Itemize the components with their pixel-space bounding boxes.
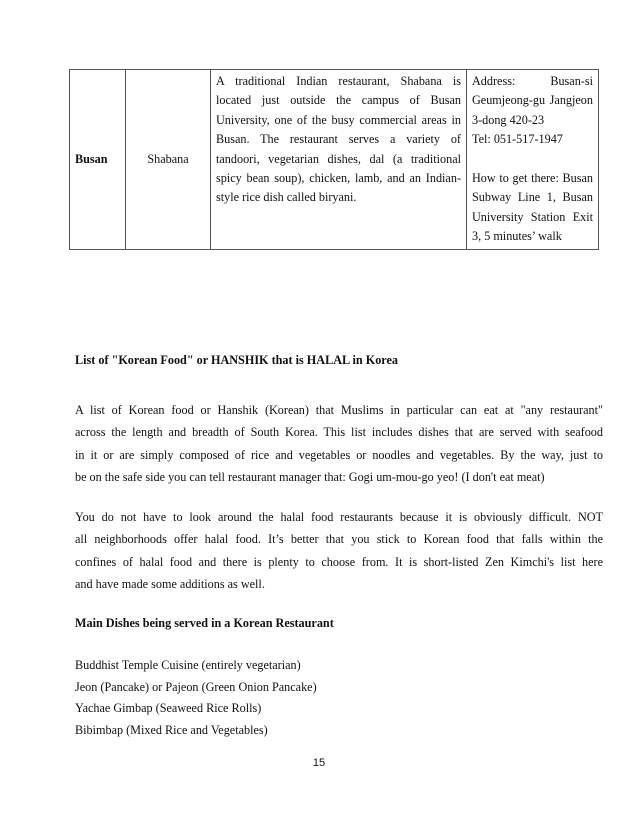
restaurant-name-cell: Shabana [126,70,211,250]
spacer [472,150,593,169]
directions-line: How to get there: Busan [472,171,593,186]
paragraph-line: all neighborhoods offer halal food. It’s better that you stick to Korean food that falls within the [75,532,603,547]
description-line: tandoori, vegetarian dishes, dal (a traditional [216,151,461,166]
page-number: 15 [312,757,326,769]
paragraph-line: confines of halal food and there is plenty to choose from. It is short-listed Zen Kimchi's list here [75,554,603,569]
description-line: University, one of the busy commercial areas in [216,112,461,127]
address-line: Geumjeong-gu Jangjeon [472,93,593,108]
dish-list [75,655,475,741]
directions-line: 3, 5 minutes’ walk [472,229,562,244]
tel-line: Tel: 051-517-1947 [472,132,563,147]
table-row [70,70,599,250]
description-line: spicy bean soup), chicken, lamb, and an Indian- [216,171,461,186]
contact-cell [467,70,599,250]
description-line: located just outside the campus of Busan [216,93,461,108]
paragraph-line: in it or are simply composed of rice and vegetables or noodles and vegetables. By the way, just to [75,447,603,462]
section-heading-halal-list: List of "Korean Food" or HANSHIK that is HALAL in Korea [75,353,398,367]
paragraph-intro [75,399,603,488]
paragraph-halal-restaurants [75,506,603,595]
restaurant-table [69,69,599,250]
address-line: Address: Busan-si [472,74,593,88]
list-item: Yachae Gimbap (Seaweed Rice Rolls) [75,701,262,715]
list-item: Jeon (Pancake) or Pajeon (Green Onion Pancake) [75,679,317,694]
directions-line: Subway Line 1, Busan [472,190,593,205]
section-heading-main-dishes: Main Dishes being served in a Korean Restaurant [75,616,334,630]
paragraph-line: and have made some additions as well. [75,576,265,591]
list-item: Bibimbap (Mixed Rice and Vegetables) [75,722,268,737]
description-line: Busan. The restaurant serves a variety of [216,132,461,147]
paragraph-line: You do not have to look around the halal food restaurants because it is obviously difficult. NOT [75,510,603,524]
directions-line: University Station Exit [472,209,593,224]
city-cell: Busan [70,70,126,250]
paragraph-line: be on the safe side you can tell restaurant manager that: Gogi um-mou-go yeo! (I don't eat meat) [75,469,545,484]
paragraph-line: across the length and breadth of South Korea. This list includes dishes that are served with seafood [75,425,603,440]
paragraph-line: A list of Korean food or Hanshik (Korean) that Muslims in particular can eat at "any restaurant" [75,403,603,417]
description-cell [211,70,467,250]
description-line: A traditional Indian restaurant, Shabana is [216,74,461,88]
address-line: 3-dong 420-23 [472,112,545,127]
list-item: Buddhist Temple Cuisine (entirely vegetarian) [75,658,301,672]
description-line: style rice dish called biryani. [216,190,357,205]
